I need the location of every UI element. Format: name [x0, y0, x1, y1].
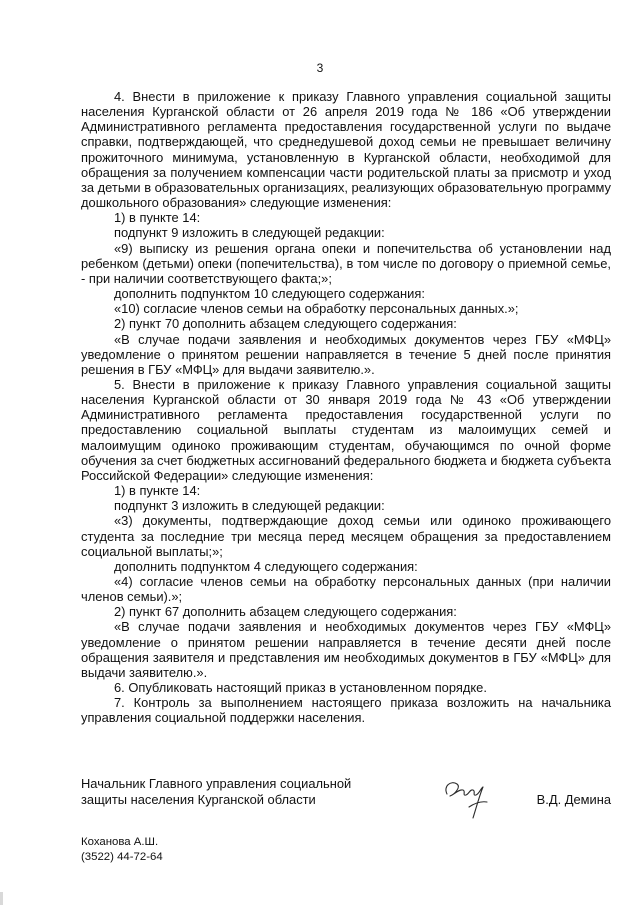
signer-title-line-2: защиты населения Курганской области	[81, 792, 316, 807]
paragraph-subitem: дополнить подпунктом 4 следующего содержания:	[114, 558, 418, 574]
handwritten-signature	[439, 772, 509, 824]
executor-name: Коханова А.Ш.	[81, 836, 159, 848]
signer-title-line-1: Начальник Главного управления социальной	[81, 776, 352, 791]
paragraph-quote: «В случае подачи заявления и необходимых документов через ГБУ «МФЦ» уведомление о принятом решении направляется в течение десяти дней после обращения заявителя и представления им необходимых документов в ГБУ «МФЦ» для выдачи заявителю.».	[81, 619, 611, 680]
paragraph-quote: «3) документы, подтверждающие доход семьи или одиноко проживающего студента за последние три месяца перед месяцем обращения за предоставлением социальной выплаты;»;	[81, 513, 611, 559]
scan-edge-mark	[0, 892, 3, 905]
paragraph-item-7: 7. Контроль за выполнением настоящего приказа возложить на начальника управления социальной поддержки населения.	[81, 695, 611, 726]
executor-contact	[81, 835, 163, 865]
paragraph-quote: «9) выписку из решения органа опеки и попечительства об установлении над ребенком (детьми) опеки (попечительства), в том числе по договору о приемной семье, - при наличии соответствующего факта;»;	[81, 240, 611, 286]
signer-title	[81, 776, 381, 808]
paragraph-subitem: 1) в пункте 14:	[114, 483, 201, 499]
paragraph-subitem: подпункт 3 изложить в следующей редакции:	[114, 498, 385, 514]
paragraph-subitem: дополнить подпунктом 10 следующего содержания:	[114, 286, 425, 302]
paragraph-quote: «10) согласие членов семьи на обработку персональных данных.»;	[114, 301, 519, 317]
document-body	[81, 89, 611, 726]
signer-name: В.Д. Демина	[536, 792, 611, 807]
paragraph-subitem: 1) в пункте 14:	[114, 210, 201, 226]
paragraph-subitem: 2) пункт 70 дополнить абзацем следующего содержания:	[114, 316, 457, 332]
paragraph-subitem: подпункт 9 изложить в следующей редакции:	[114, 225, 385, 241]
paragraph-quote: «4) согласие членов семьи на обработку персональных данных (при наличии членов семьи).»;	[81, 574, 611, 605]
paragraph-item-5: 5. Внести в приложение к приказу Главного управления социальной защиты населения Курганской области от 30 января 2019 года № 43 «Об утверждении Административного регламента предоставления государственной услуги по предоставлению социальной выплаты студентам из малоимущих семей и малоимущим одиноко проживающим студентам, обучающимся по очной форме обучения за счет бюджетных ассигнований федерального бюджета и бюджета субъекта Российской Федерации» следующие изменения:	[81, 376, 611, 483]
executor-phone: (3522) 44-72-64	[81, 851, 163, 863]
signature-block	[81, 776, 611, 826]
paragraph-quote: «В случае подачи заявления и необходимых документов через ГБУ «МФЦ» уведомление о принятом решении направляется в течение 5 дней после принятия решения в ГБУ «МФЦ» для выдачи заявителю.».	[81, 331, 611, 377]
paragraph-item-4: 4. Внести в приложение к приказу Главного управления социальной защиты населения Курганской области от 26 апреля 2019 года № 186 «Об утверждении Административного регламента предоставления государственной услуги по выдаче справки, подтверждающей, что среднедушевой доход семьи не превышает величину прожиточного минимума, установленную в Курганской области, необходимой для обращения за получением компенсации части родительской платы за присмотр и уход за детьми в образовательных организациях, реализующих образовательную программу дошкольного образования» следующие изменения:	[81, 89, 611, 211]
paragraph-subitem: 2) пункт 67 дополнить абзацем следующего содержания:	[114, 604, 457, 620]
paragraph-item-6: 6. Опубликовать настоящий приказ в установленном порядке.	[114, 680, 487, 696]
page-number: 3	[316, 61, 324, 75]
